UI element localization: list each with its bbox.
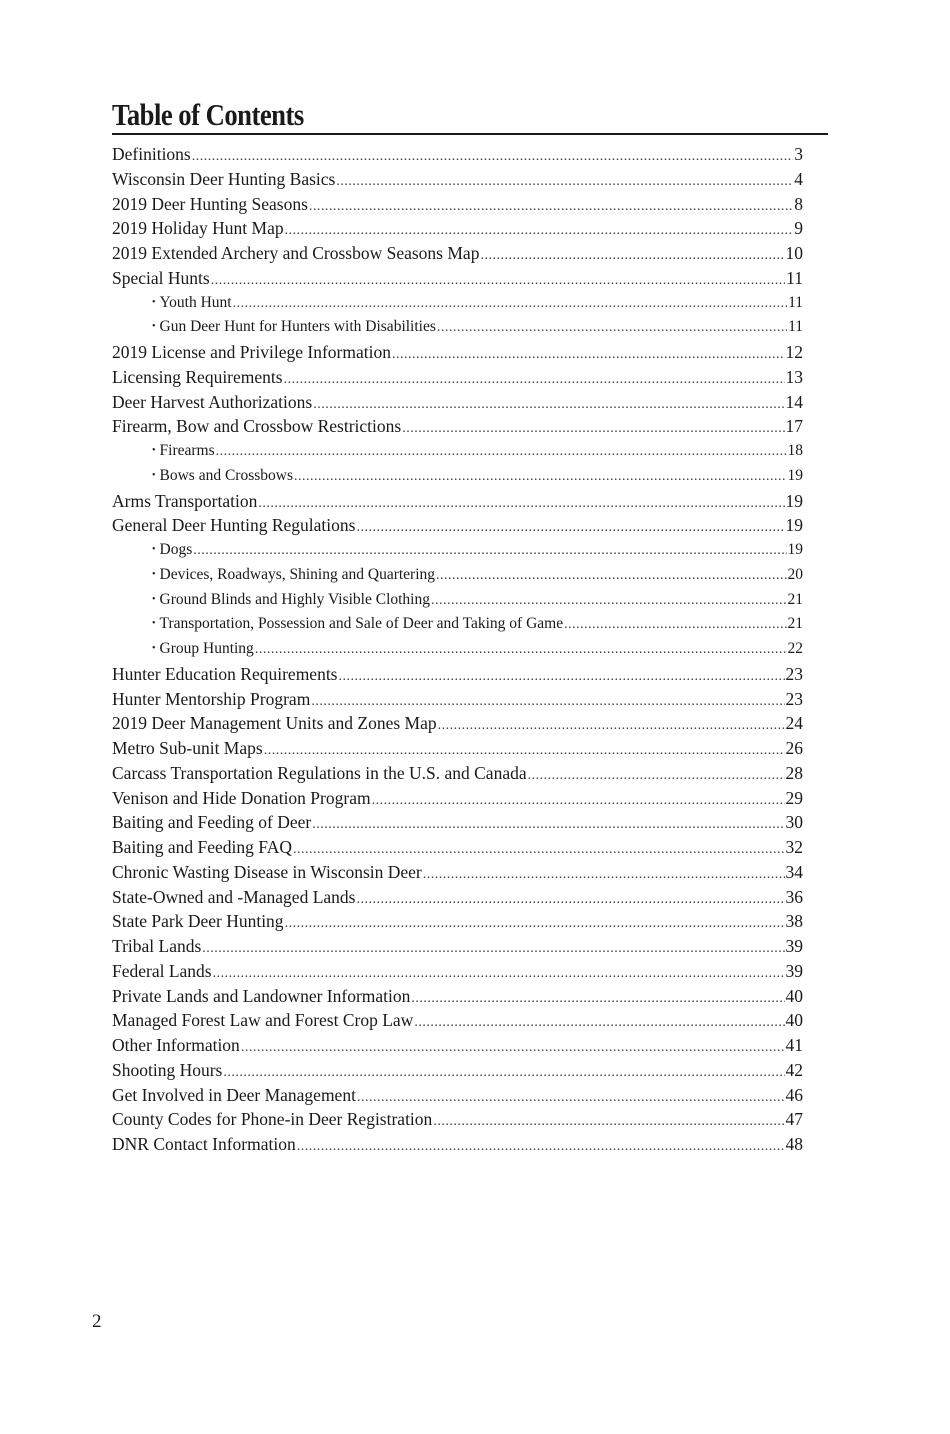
toc-entry-title: County Codes for Phone-in Deer Registration: [112, 1109, 433, 1130]
toc-entry-title: Firearms: [159, 442, 215, 459]
toc-entry-page: 38: [785, 911, 803, 932]
toc-entry-page: 19: [787, 466, 803, 484]
dot-leader: [312, 813, 784, 835]
dot-leader: [438, 714, 785, 736]
toc-subentry[interactable]: [112, 612, 803, 637]
toc-entry-title: Carcass Transportation Regulations in the U.S. and Canada: [112, 762, 527, 783]
bullet-icon: •: [152, 469, 156, 481]
toc-entry-title: 2019 Deer Management Units and Zones Map: [112, 713, 437, 734]
toc-entry[interactable]: [112, 662, 803, 687]
dot-leader: [211, 269, 785, 291]
toc-entry-title: Managed Forest Law and Forest Crop Law: [112, 1010, 414, 1031]
toc-entry[interactable]: [112, 142, 803, 167]
dot-leader: [293, 838, 784, 860]
dot-leader: [392, 343, 785, 365]
toc-entry-page: 29: [785, 787, 803, 808]
toc-entry-title: Transportation, Possession and Sale of Deer and Taking of Game: [159, 615, 564, 633]
toc-entry-page: 32: [785, 837, 803, 857]
toc-entry-title: Devices, Roadways, Shining and Quartering: [159, 565, 436, 583]
toc-entry[interactable]: [112, 489, 803, 514]
toc-subentry[interactable]: [112, 315, 803, 340]
toc-entry-title: Venison and Hide Donation Program: [112, 787, 371, 808]
toc-entry-page: 19: [785, 515, 803, 536]
dot-leader: [202, 937, 784, 959]
dot-leader: [528, 764, 785, 786]
toc-entry[interactable]: [112, 909, 803, 934]
dot-leader: [309, 195, 793, 217]
toc-entry[interactable]: [112, 241, 803, 266]
toc-entry-title: Bows and Crossbows: [159, 466, 293, 484]
dot-leader: [357, 1086, 785, 1108]
dot-leader: [423, 863, 785, 885]
dot-leader: [233, 292, 787, 316]
toc-entry[interactable]: [112, 266, 803, 291]
toc-entry-title: Private Lands and Landowner Information: [112, 985, 411, 1006]
dot-leader: [285, 912, 785, 934]
toc-entry[interactable]: [112, 885, 803, 910]
toc-entry[interactable]: [112, 1058, 803, 1083]
bullet-icon: •: [152, 544, 156, 555]
toc-entry-title: Firearm, Bow and Crossbow Restrictions: [112, 416, 402, 437]
toc-entry[interactable]: [112, 736, 803, 761]
toc-entry-title: General Deer Hunting Regulations: [112, 515, 356, 536]
toc-entry-page: 30: [785, 812, 803, 833]
title-rule: [112, 133, 828, 135]
dot-leader: [297, 1135, 785, 1157]
toc-entry[interactable]: [112, 711, 803, 736]
page-number: 2: [92, 1311, 102, 1332]
dot-leader: [431, 589, 787, 613]
toc-entry[interactable]: [112, 167, 803, 192]
toc-entry-page: 21: [787, 590, 803, 608]
toc-entry-page: 23: [785, 663, 803, 684]
toc-subentry[interactable]: [112, 538, 803, 563]
dot-leader: [480, 244, 784, 266]
dot-leader: [255, 638, 787, 662]
toc-entry-page: 11: [786, 267, 803, 288]
toc-entry-title: Deer Harvest Authorizations: [112, 391, 313, 412]
dot-leader: [372, 789, 785, 811]
toc-entry-page: 17: [785, 416, 803, 437]
toc-entry[interactable]: [112, 860, 803, 885]
toc-entry[interactable]: [112, 1008, 803, 1033]
toc-entry[interactable]: [112, 687, 803, 712]
toc-entry-title: Baiting and Feeding FAQ: [112, 837, 293, 857]
toc-entry-title: Special Hunts: [112, 267, 210, 288]
toc-entry[interactable]: [112, 835, 803, 860]
dot-leader: [192, 145, 794, 167]
toc-subentry[interactable]: [112, 439, 803, 464]
dot-leader: [285, 219, 794, 241]
toc-entry-title: Hunter Mentorship Program: [112, 688, 311, 709]
toc-entry[interactable]: [112, 959, 803, 984]
toc-entry[interactable]: [112, 216, 803, 241]
dot-leader: [339, 665, 785, 687]
toc-subentry[interactable]: [112, 588, 803, 613]
toc-entry-title: 2019 Holiday Hunt Map: [112, 218, 284, 239]
toc-entry[interactable]: [112, 1083, 803, 1108]
dot-leader: [193, 539, 786, 563]
toc-entry-page: 13: [785, 366, 803, 387]
toc-entry-title: State Park Deer Hunting: [112, 911, 284, 932]
toc-entry-page: 19: [787, 541, 803, 558]
dot-leader: [437, 316, 787, 340]
dot-leader: [336, 170, 793, 192]
table-of-contents: [112, 142, 803, 1157]
toc-entry-page: 40: [785, 985, 803, 1006]
toc-entry-title: Arms Transportation: [112, 490, 258, 511]
toc-entry[interactable]: [112, 810, 803, 835]
toc-entry[interactable]: [112, 786, 803, 811]
dot-leader: [356, 516, 784, 538]
toc-subentry[interactable]: [112, 291, 803, 316]
toc-entry-page: 18: [787, 442, 803, 459]
dot-leader: [213, 962, 785, 984]
dot-leader: [564, 613, 786, 637]
toc-entry-title: 2019 Extended Archery and Crossbow Seasons Map: [112, 243, 480, 263]
toc-entry-title: Federal Lands: [112, 960, 212, 981]
toc-entry-title: Tribal Lands: [112, 936, 202, 956]
bullet-icon: •: [152, 445, 156, 456]
dot-leader: [436, 564, 786, 588]
toc-entry-page: 47: [785, 1109, 803, 1130]
toc-entry-title: Licensing Requirements: [112, 366, 283, 387]
toc-subentry[interactable]: [112, 464, 803, 489]
toc-entry-title: Gun Deer Hunt for Hunters with Disabilities: [159, 318, 436, 336]
toc-entry-page: 39: [785, 936, 803, 956]
dot-leader: [402, 417, 784, 439]
bullet-icon: •: [152, 296, 156, 308]
toc-entry-title: Wisconsin Deer Hunting Basics: [112, 168, 336, 189]
toc-entry-page: 39: [785, 960, 803, 981]
toc-entry-title: State-Owned and -Managed Lands: [112, 886, 356, 907]
bullet-icon: •: [152, 593, 156, 605]
dot-leader: [411, 987, 784, 1009]
toc-entry-title: Definitions: [112, 144, 191, 164]
toc-entry[interactable]: [112, 390, 803, 415]
bullet-icon: •: [152, 618, 156, 630]
toc-entry-page: 12: [785, 342, 803, 362]
toc-entry-page: 10: [785, 243, 803, 263]
toc-entry-page: 28: [785, 762, 803, 783]
toc-entry-page: 3: [794, 144, 803, 164]
toc-entry-title: Other Information: [112, 1035, 240, 1055]
toc-entry[interactable]: [112, 761, 803, 786]
bullet-icon: •: [152, 643, 156, 654]
toc-entry-page: 8: [794, 193, 803, 214]
toc-entry-title: Baiting and Feeding of Deer: [112, 812, 312, 833]
toc-entry-title: Group Hunting: [159, 640, 254, 657]
toc-entry-title: Dogs: [159, 541, 193, 558]
toc-entry-page: 36: [785, 886, 803, 907]
dot-leader: [258, 492, 784, 514]
toc-entry[interactable]: [112, 192, 803, 217]
toc-entry-title: 2019 License and Privilege Information: [112, 342, 391, 362]
dot-leader: [356, 888, 784, 910]
toc-entry-page: 11: [788, 293, 803, 311]
toc-entry[interactable]: [112, 365, 803, 390]
toc-entry[interactable]: [112, 934, 803, 959]
toc-entry-page: 42: [785, 1059, 803, 1080]
dot-leader: [241, 1036, 785, 1058]
toc-entry-page: 41: [785, 1035, 803, 1055]
toc-entry-title: Shooting Hours: [112, 1059, 223, 1080]
toc-entry-title: Youth Hunt: [159, 293, 232, 311]
toc-entry[interactable]: [112, 1033, 803, 1058]
toc-entry-page: 14: [785, 391, 803, 412]
dot-leader: [311, 690, 784, 712]
page-title: Table of Contents: [112, 97, 304, 132]
toc-entry-page: 46: [785, 1084, 803, 1105]
toc-entry[interactable]: [112, 513, 803, 538]
toc-entry-page: 9: [794, 218, 803, 239]
toc-entry-page: 20: [787, 565, 803, 583]
toc-entry-page: 22: [787, 640, 803, 657]
toc-entry-title: Metro Sub-unit Maps: [112, 738, 263, 758]
toc-entry-page: 40: [785, 1010, 803, 1031]
dot-leader: [216, 440, 787, 464]
toc-entry-page: 4: [794, 168, 803, 189]
toc-entry-title: DNR Contact Information: [112, 1134, 296, 1154]
toc-entry[interactable]: [112, 984, 803, 1009]
toc-entry-title: Hunter Education Requirements: [112, 663, 338, 684]
dot-leader: [223, 1061, 784, 1083]
dot-leader: [414, 1011, 784, 1033]
toc-entry[interactable]: [112, 1132, 803, 1157]
dot-leader: [433, 1110, 784, 1132]
toc-entry-page: 24: [785, 713, 803, 734]
toc-entry-page: 11: [788, 318, 803, 336]
toc-subentry[interactable]: [112, 637, 803, 662]
toc-entry-page: 26: [785, 738, 803, 758]
toc-entry-page: 34: [785, 861, 803, 882]
toc-entry-title: 2019 Deer Hunting Seasons: [112, 193, 308, 214]
toc-entry-page: 19: [785, 490, 803, 511]
toc-entry[interactable]: [112, 414, 803, 439]
toc-entry[interactable]: [112, 340, 803, 365]
dot-leader: [294, 465, 787, 489]
bullet-icon: •: [152, 568, 156, 580]
dot-leader: [313, 393, 784, 415]
toc-subentry[interactable]: [112, 563, 803, 588]
toc-entry-title: Get Involved in Deer Management: [112, 1084, 356, 1105]
toc-entry-page: 48: [785, 1134, 803, 1154]
toc-entry[interactable]: [112, 1107, 803, 1132]
toc-entry-title: Ground Blinds and Highly Visible Clothing: [159, 590, 430, 608]
toc-entry-title: Chronic Wasting Disease in Wisconsin Deer: [112, 861, 422, 882]
dot-leader: [284, 368, 785, 390]
dot-leader: [264, 739, 785, 761]
bullet-icon: •: [152, 321, 156, 333]
toc-entry-page: 21: [787, 615, 803, 633]
toc-entry-page: 23: [785, 688, 803, 709]
